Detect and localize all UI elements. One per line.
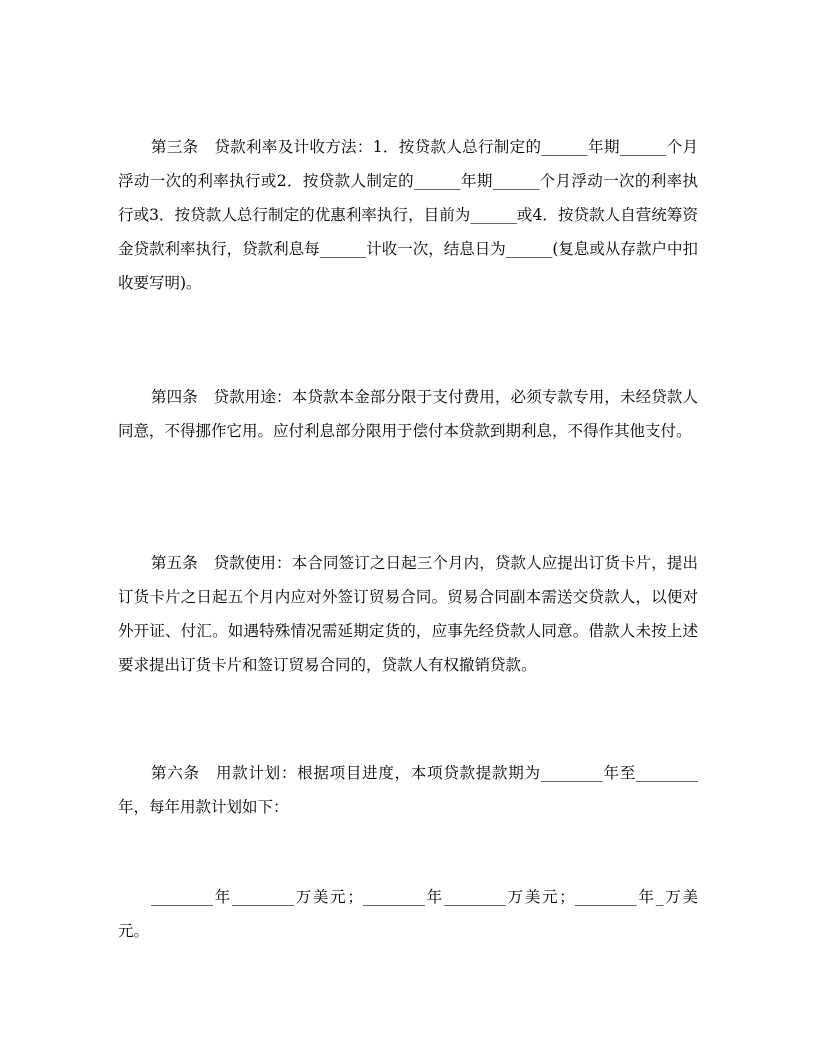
annual-drawdown-schedule: ________年________万美元；________年________万美元；________年_万美元。 xyxy=(118,888,698,940)
article-5-loan-usage: 第五条 贷款使用：本合同签订之日起三个月内，贷款人应提出订货卡片，提出订货卡片之日起五个月内应对外签订贸易合同。贸易合同副本需送交贷款人，以便对外开证、付汇。如遇特殊情况需延期定货的，应事先经贷款人同意。借款人未按上述要求提出订货卡片和签订贸易合同的，贷款人有权撤销贷款。 xyxy=(118,554,698,674)
article-6-drawdown-plan: 第六条 用款计划：根据项目进度，本项贷款提款期为________年至________年，每年用款计划如下： xyxy=(118,764,698,816)
article-4-loan-purpose: 第四条 贷款用途：本贷款本金部分限于支付费用，必须专款专用，未经贷款人同意，不得挪作它用。应付利息部分限用于偿付本贷款到期利息，不得作其他支付。 xyxy=(118,388,698,440)
article-3-interest-rate: 第三条 贷款利率及计收方法：1．按贷款人总行制定的______年期______个月浮动一次的利率执行或2．按贷款人制定的______年期______个月浮动一次的利率执行或3．按贷款人总行制定的优惠利率执行，目前为______或4．按贷款人自营统筹资金贷款利率执行，贷款利息每______计收一次，结息日为______(复息或从存款户中扣收要写明)。 xyxy=(118,138,698,292)
